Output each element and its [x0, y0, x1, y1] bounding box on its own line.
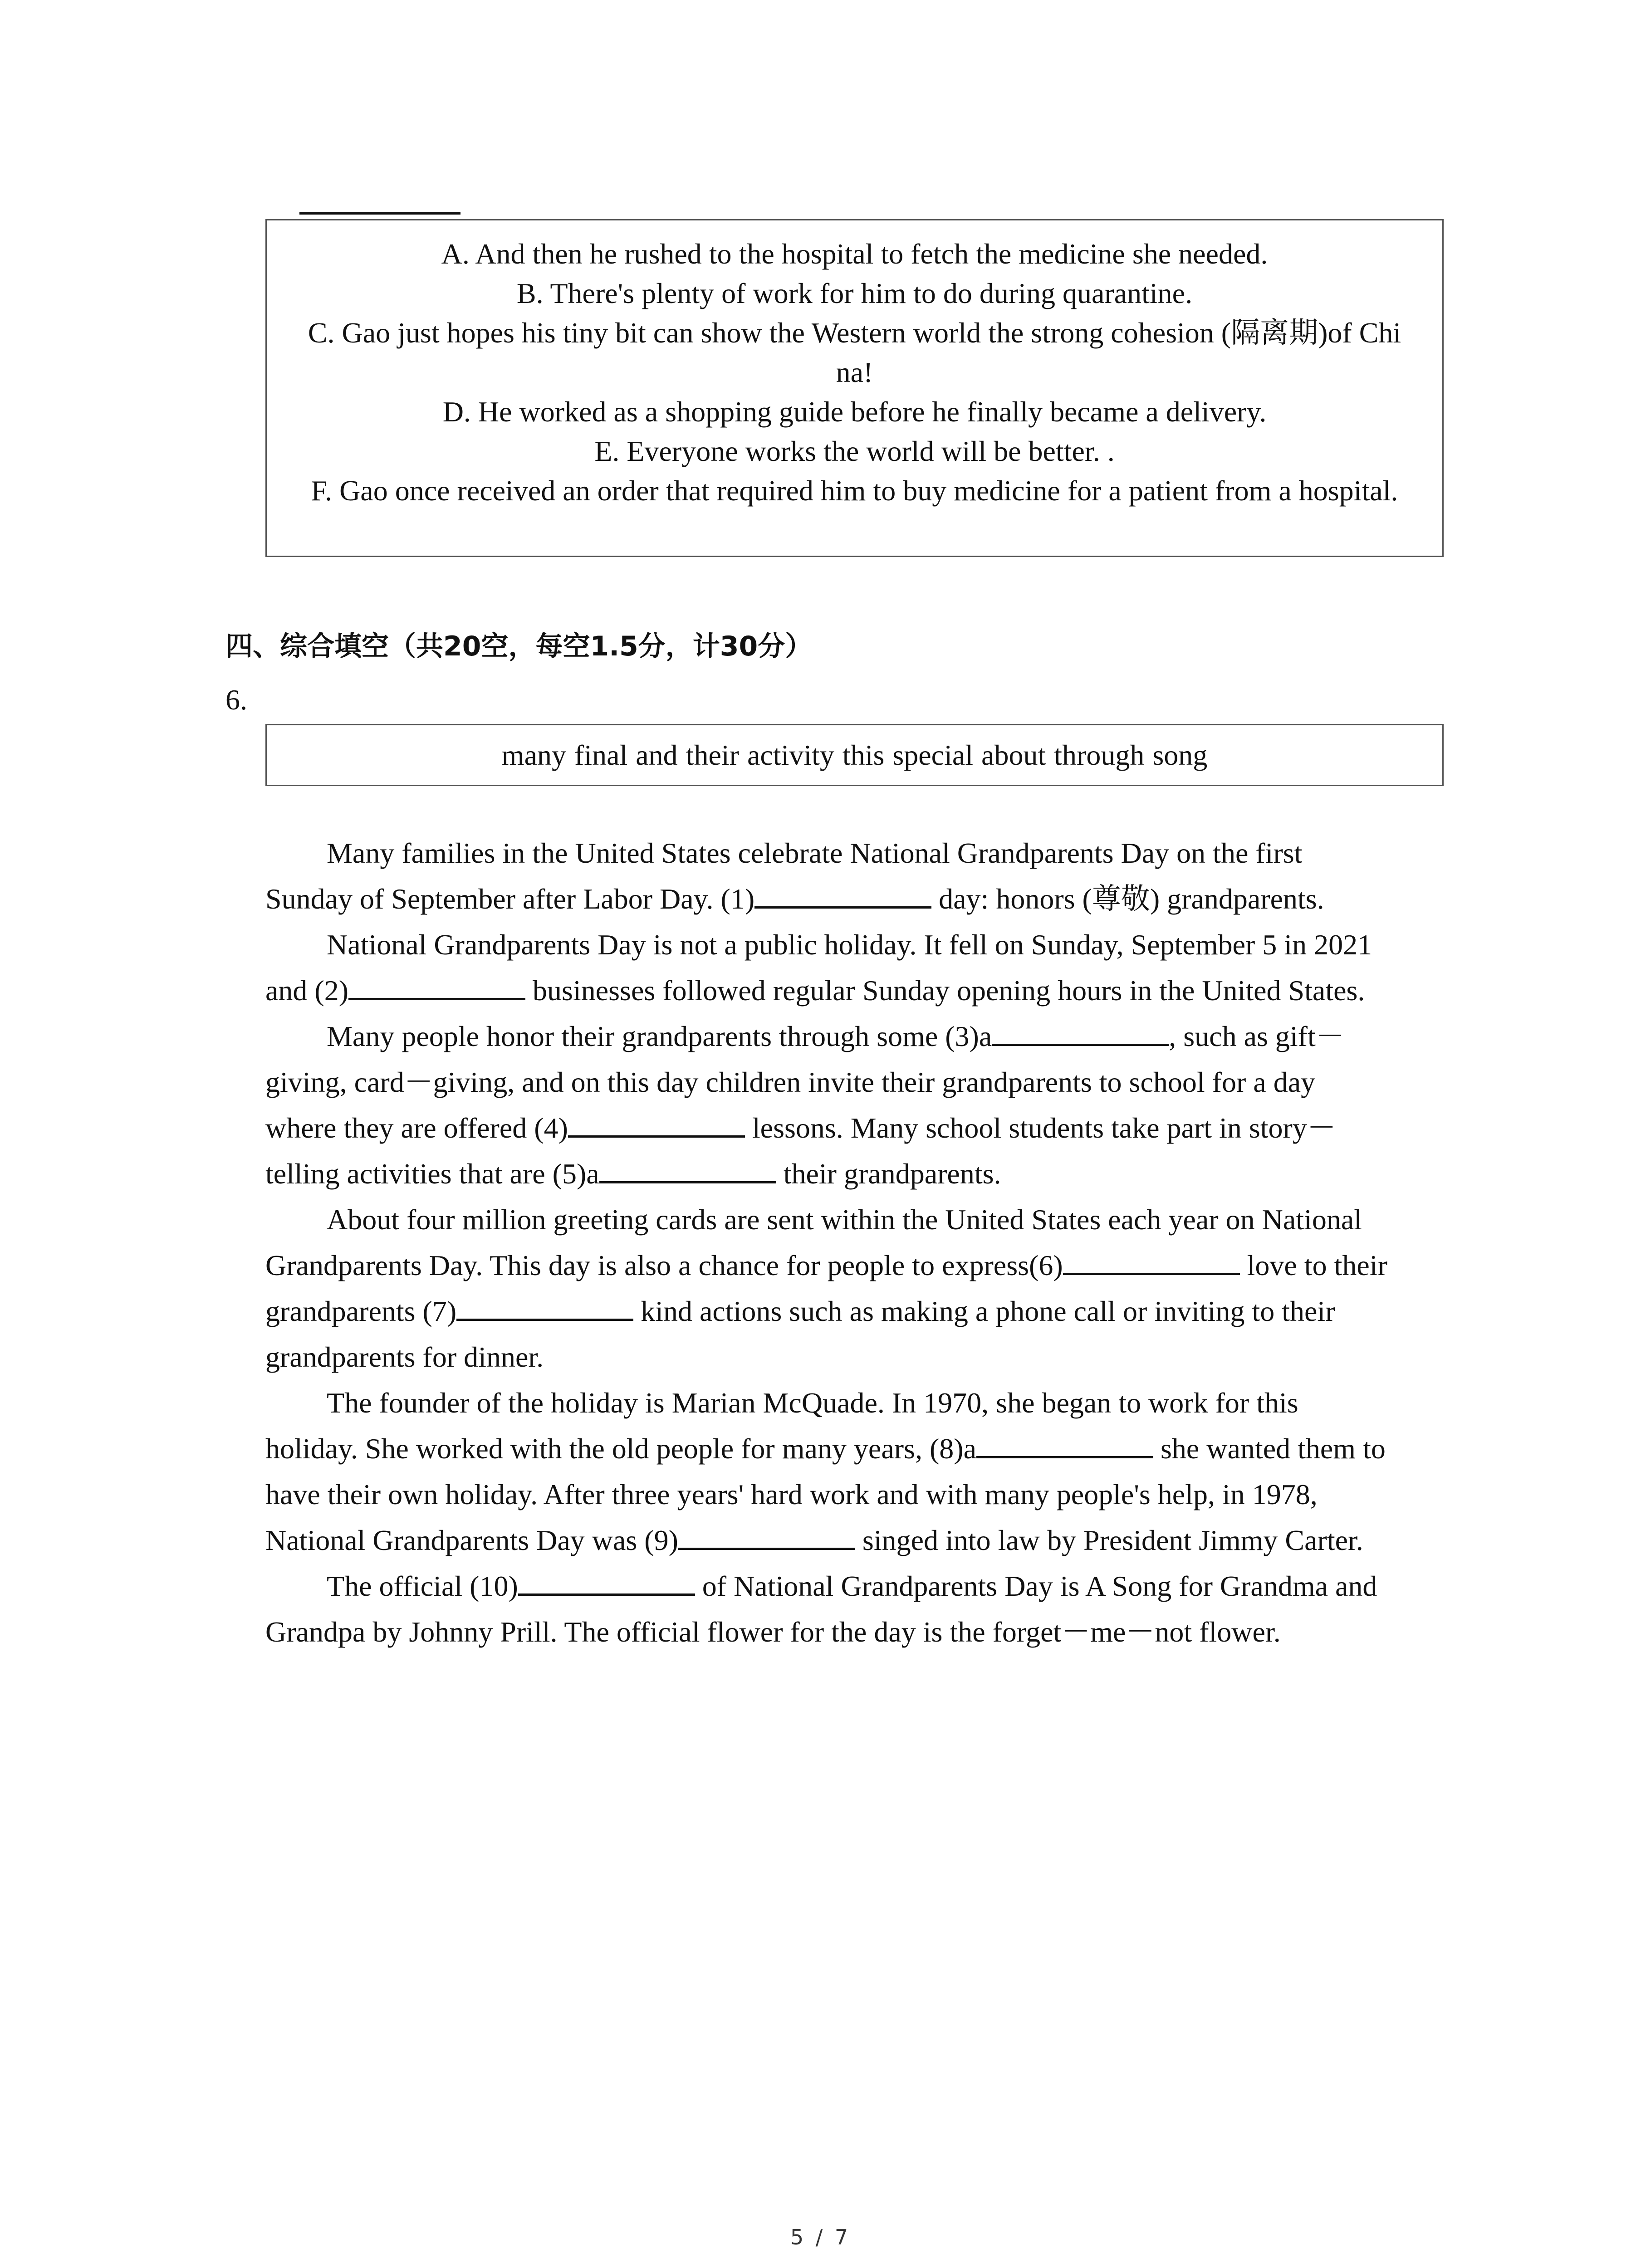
passage-line: grandparents (7) kind actions such as making a phone call or inviting to their: [265, 1288, 1445, 1334]
passage-line: Grandparents Day. This day is also a chance for people to express(6) love to their: [265, 1242, 1445, 1288]
passage: [265, 830, 1445, 1655]
word-bank-item: many: [501, 738, 566, 771]
word-bank-item: activity: [747, 738, 834, 771]
word-bank-item: their: [686, 738, 739, 771]
option-c: C. Gao just hopes his tiny bit can show the Western world the strong cohesion (隔离期)of Chi: [308, 317, 1401, 349]
passage-line: National Grandparents Day is not a public holiday. It fell on Sunday, September 5 in 2021: [327, 929, 1372, 961]
passage-line: Grandpa by Johnny Prill. The official flower for the day is the forget－me－not flower.: [265, 1616, 1281, 1648]
passage-line: holiday. She worked with the old people for many years, (8)a she wanted them to: [265, 1426, 1445, 1471]
answer-blank-9[interactable]: [678, 1520, 855, 1550]
passage-line: Sunday of September after Labor Day. (1) day: honors (尊敬) grandparents.: [265, 876, 1445, 922]
answer-blank-3[interactable]: [992, 1017, 1169, 1046]
section-heading: 四、综合填空（共20空，每空1.5分，计30分）: [225, 631, 813, 662]
word-bank: [265, 724, 1444, 786]
option-e: E. Everyone works the world will be better. .: [594, 435, 1115, 467]
answer-blank-6[interactable]: [1063, 1246, 1240, 1275]
word-bank-item: this: [842, 738, 885, 771]
option-f: F. Gao once received an order that required him to buy medicine for a patient from a hospital.: [311, 474, 1398, 507]
passage-line: and (2) businesses followed regular Sunday opening hours in the United States.: [265, 968, 1445, 1013]
word-bank-item: song: [1152, 738, 1208, 771]
passage-line: Many families in the United States celebrate National Grandparents Day on the first: [327, 837, 1303, 869]
passage-line: telling activities that are (5)a their grandparents.: [265, 1151, 1445, 1197]
answer-blank-prev-question: [299, 212, 460, 215]
word-bank-item: final: [574, 738, 628, 771]
answer-blank-1[interactable]: [754, 879, 931, 909]
passage-line: The founder of the holiday is Marian McQuade. In 1970, she began to work for this: [327, 1387, 1298, 1419]
option-d: D. He worked as a shopping guide before he finally became a delivery.: [442, 396, 1267, 428]
passage-line: National Grandparents Day was (9) singed into law by President Jimmy Carter.: [265, 1517, 1445, 1563]
passage-line: giving, card－giving, and on this day children invite their grandparents to school for a day: [265, 1066, 1316, 1098]
word-bank-item: about: [981, 738, 1046, 771]
word-bank-item: special: [892, 738, 974, 771]
answer-blank-8[interactable]: [976, 1429, 1153, 1458]
word-bank-item: and: [636, 738, 678, 771]
option-c-continued: na!: [836, 356, 873, 388]
question-number: 6.: [225, 684, 247, 716]
option-b: B. There's plenty of work for him to do during quarantine.: [516, 277, 1193, 309]
option-a: A. And then he rushed to the hospital to fetch the medicine she needed.: [441, 238, 1268, 270]
page-number: 5 / 7: [790, 2225, 851, 2249]
passage-line: grandparents for dinner.: [265, 1341, 544, 1373]
passage-line: where they are offered (4) lessons. Many school students take part in story－: [265, 1105, 1445, 1151]
passage-line: Many people honor their grandparents through some (3)a , such as gift－: [265, 1013, 1445, 1059]
passage-line: About four million greeting cards are sent within the United States each year on National: [327, 1203, 1362, 1236]
answer-blank-5[interactable]: [599, 1154, 776, 1183]
word-bank-item: through: [1054, 738, 1145, 771]
answer-blank-4[interactable]: [568, 1108, 745, 1138]
answer-blank-2[interactable]: [348, 971, 525, 1000]
passage-line: The official (10) of National Grandparents Day is A Song for Grandma and: [265, 1563, 1445, 1609]
options-box: [265, 219, 1444, 557]
passage-line: have their own holiday. After three years' hard work and with many people's help, in 1978,: [265, 1478, 1318, 1510]
answer-blank-10[interactable]: [518, 1566, 695, 1596]
answer-blank-7[interactable]: [456, 1291, 633, 1321]
